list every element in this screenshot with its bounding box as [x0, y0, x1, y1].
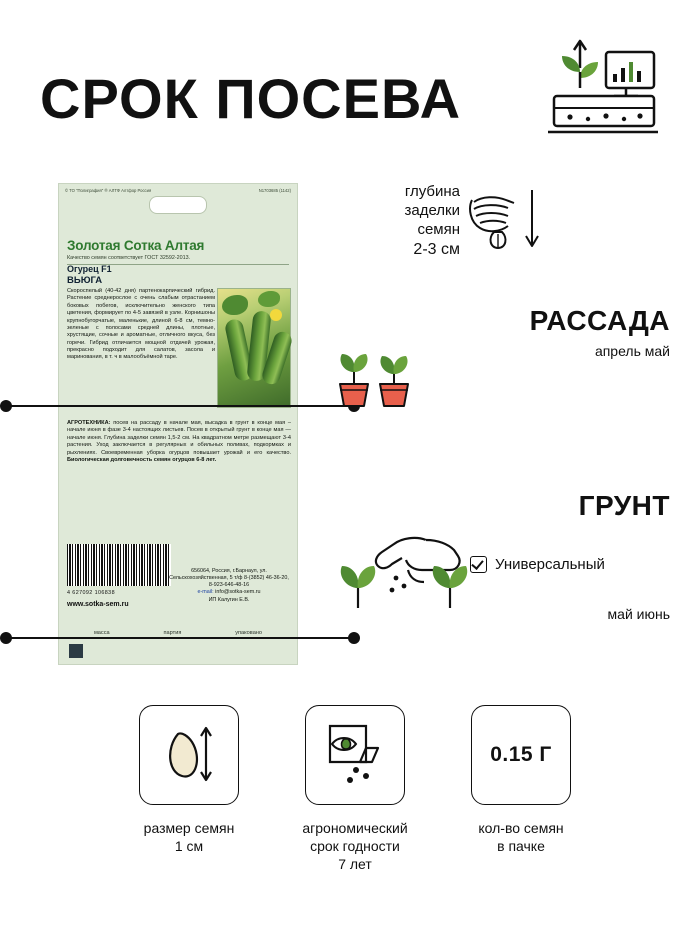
depth-label-line2: заделки: [404, 202, 460, 220]
depth-value: 2-3 см: [413, 240, 460, 258]
card-shelf-life-label: [302, 819, 407, 874]
seed-weight-value: 0.15 Г: [490, 743, 552, 766]
website-url: www.sotka-sem.ru: [67, 601, 129, 608]
seed-size-icon: [154, 718, 224, 793]
variety-name: ВЬЮГА: [67, 275, 103, 287]
seed-shelf-life-icon: [320, 718, 390, 793]
company-address: [169, 568, 289, 604]
barcode: [67, 544, 171, 586]
seedling-pots-icon: [330, 350, 430, 410]
footer-field-packed: упаковано: [235, 630, 263, 636]
card-frame: [305, 705, 405, 805]
section-seedling-title: РАССАДА: [529, 305, 670, 336]
card-seed-weight: [452, 705, 590, 874]
timeline-end-dot: [348, 632, 360, 644]
section-ground: [320, 490, 680, 522]
info-cards: [120, 705, 590, 874]
depth-label-line1: глубина: [404, 183, 460, 200]
packet-hang-hole: [149, 196, 207, 214]
page-header: [0, 38, 700, 153]
section-ground-title: ГРУНТ: [578, 490, 670, 521]
seed-size-line1: размер семян: [143, 820, 235, 836]
packet-top-notes: [65, 188, 291, 193]
hand-planting-icon: [330, 530, 490, 610]
company-owner: ИП Калугин Е.В.: [208, 596, 250, 603]
soil-type-label: Универсальный: [495, 556, 605, 573]
seed-packet-image: [58, 183, 298, 665]
sowing-depth-block: [350, 182, 550, 262]
seed-weight-line1: кол-во семян: [478, 820, 564, 836]
packet-top-right-note: N1703685 (1142): [258, 188, 291, 193]
timeline-start-dot: [0, 632, 12, 644]
section-seedling-months: апрель май: [594, 343, 670, 359]
seed-weight-line2: в пачке: [497, 838, 545, 855]
brand-standard: Качество семян соответствует ГОСТ 32592-2013.: [67, 255, 191, 261]
company-email: info@sotka-sem.ru: [213, 589, 261, 596]
brand-name: Золотая Сотка Алтая: [67, 238, 205, 253]
packet-agrotechnics: [67, 420, 291, 464]
agrotech-label: АГРОТЕХНИКА:: [67, 420, 111, 426]
company-address-text: 656064, Россия, г.Барнаул, ул. Сельскохозяйственная, 5 т/ф 8-(3852) 46-36-20, 8-923-646-48-16: [169, 567, 289, 589]
hand-seeding-depth-icon: [468, 182, 544, 258]
sowing-depth-label: [350, 182, 460, 260]
packet-brand-block: [67, 238, 291, 265]
barcode-number: 4 627092 106838: [67, 590, 115, 596]
depth-label-line3: семян: [417, 221, 460, 239]
timeline-ground: [0, 632, 360, 644]
packet-top-left-note: © ТО "Полиграфия" ® АЛТФ Алтфор Россия: [65, 188, 152, 193]
longevity-text: Биологическая долговечность семян огурцов 6-8 лет.: [67, 456, 217, 463]
card-seed-size-label: [144, 819, 235, 855]
cucumber-photo: [217, 288, 291, 408]
culture-name: Огурец F1: [67, 264, 112, 274]
soil-type-option[interactable]: [470, 556, 605, 573]
card-frame: [139, 705, 239, 805]
timeline-start-dot: [0, 400, 12, 412]
packet-description: Скороспелый (40-42 дня) партенокарпический гибрид. Растение среднерослое с очень слабым отрастанием боковых побегов, исключительно женского типа цветения, формирует по 4-5 завязей в узле. Корнишоны крупнобугорчатые, маленькие, длиной 6-8 см, темно-зеленые с полосами средней длины, плотные, хрустящие, сочные и ароматные, отличного вкуса, без горечи. Гибрид отличается мощной отдачей урожая, прекрасно подходит для салатов, засола и маринования, в т. ч в малообъёмной таре.: [67, 288, 215, 361]
timeline-line: [6, 405, 354, 407]
seed-size-line2: 1 см: [174, 838, 204, 855]
timeline-seedling: [0, 400, 360, 412]
company-email-label: e-mail:: [197, 589, 214, 596]
page-title: СРОК ПОСЕВА: [40, 67, 462, 130]
footer-field-mass: масса: [93, 630, 110, 636]
card-seed-size: [120, 705, 258, 874]
timeline-line: [6, 637, 354, 639]
card-frame: [471, 705, 571, 805]
section-ground-months: май июнь: [607, 606, 670, 622]
shelf-life-line1: агрономический: [302, 820, 408, 836]
shelf-life-line3: 7 лет: [338, 856, 372, 873]
card-shelf-life: [286, 705, 424, 874]
card-seed-weight-label: [478, 819, 563, 855]
plant-monitor-icon: [540, 38, 660, 148]
agrotech-text: посев на рассаду в начале мая, высадка в грунт в конце мая – начале июня в фазе 3-4 настоящих листьев. Посев в открытый грунт в конце мая — начале июня. Глубина заделки семян 1,5-2 см. На квадратном метре размещают 3-4 растения. Уход заключается в регулярных и обильных поливах, подкормках и рыхлениях. Своевременная уборка огурцов повышает урожай и его качество.: [67, 420, 291, 456]
packet-corner-mark: [69, 644, 83, 658]
footer-field-batch: партия: [163, 630, 182, 636]
shelf-life-line2: срок годности: [310, 838, 400, 855]
packet-culture-block: [67, 264, 112, 287]
